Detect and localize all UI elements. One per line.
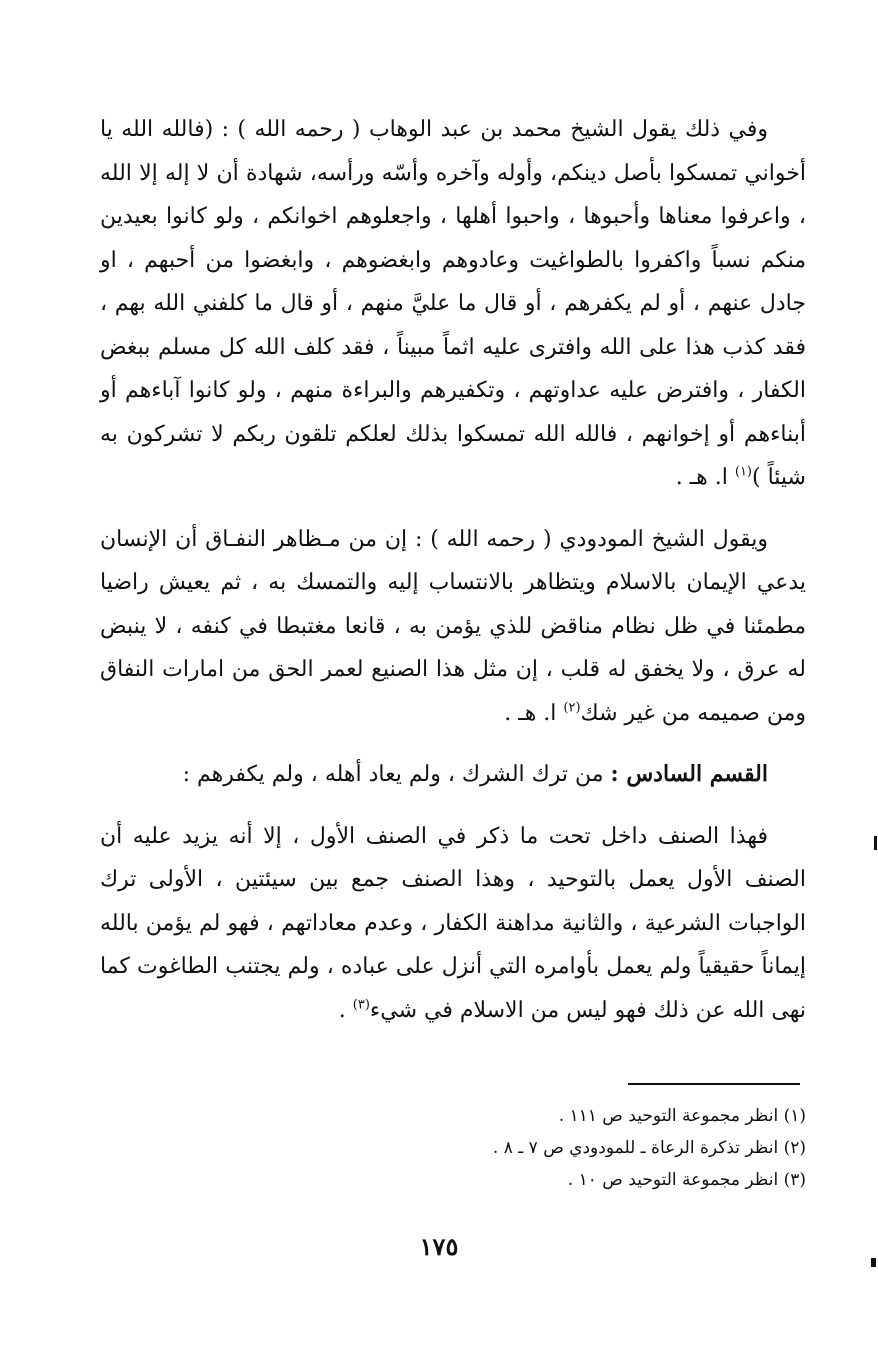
- section-paragraph: [100, 815, 806, 1033]
- section-text: من ترك الشرك ، ولم يعاد أهله ، ولم يكفرهم :: [182, 762, 611, 787]
- section-label: القسم السادس :: [610, 761, 768, 787]
- footnote-ref-2: (٢): [563, 700, 581, 716]
- main-text: [100, 108, 806, 1050]
- footnotes: [106, 1100, 806, 1196]
- paragraph-text: ويقول الشيخ المودودي ( رحمه الله ) : إن من مـظاهر النفـاق أن الإنسان يدعي الإيمان بالاسلام ويتظاهر بالانتساب إليه والتمسك به ، ثم يعيش راضيا مطمئنا في ظل نظام مناقض للذي يؤمن به ، قانعا مغتبطا في كنفه ، لا ينبض له عرق ، ولا يخفق له قلب ، إن مثل هذا الصنيع لعمر الحق من امارات النفاق ومن صميمه من غير شك: [100, 526, 807, 726]
- page-number: ١٧٥: [419, 1232, 459, 1261]
- footnote-ref-3: (٣): [352, 997, 370, 1013]
- paragraph-text: فهذا الصنف داخل تحت ما ذكر في الصنف الأول ، إلا أنه يزيد عليه أن الصنف الأول يعمل بالتوحيد ، وهذا الصنف جمع بين سيئتين ، الأولى ترك الواجبات الشرعية ، والثانية مداهنة الكفار ، وعدم معاداتهم ، فهو لم يؤمن بالله إيماناً حقيقياً ولم يعمل بأوامره التي أنزل على عباده ، ولم يجتنب الطاغوت كما نهى الله عن ذلك فهو ليس من الاسلام في شيء: [100, 823, 806, 1023]
- footnote-2: (٢) انظر تذكرة الرعاة ـ للمودودي ص ٧ ـ ٨ .: [492, 1138, 806, 1158]
- paragraph-tail: .: [338, 997, 353, 1023]
- paragraph-text: وفي ذلك يقول الشيخ محمد بن عبد الوهاب ( رحمه الله ) : (فالله الله يا أخواني تمسكوا بأصل دينكم، وأوله وآخره وأسّه ورأسه، شهادة أن لا إله إلا الله ، واعرفوا معناها وأحبوها ، واحبوا أهلها ، واجعلوهم اخوانكم ، ولو كانوا بعيدين منكم نسباً واكفروا بالطواغيت وعادوهم وابغضوهم ، وابغضوا من أحبهم ، او جادل عنهم ، أو لم يكفرهم ، أو قال ما عليَّ منهم ، أو قال ما كلفني الله بهم ، فقد كذب هذا على الله وافترى عليه اثماً مبيناً ، فقد كلف الله كل مسلم ببغض الكفار ، وافترض عليه عداوتهم ، وتكفيرهم والبراءة منهم ، ولو كانوا آباءهم أو أبناءهم أو إخوانهم ، فالله الله تمسكوا بذلك لعلكم تلقون ربكم لا تشركون به شيئاً ): [100, 117, 806, 490]
- scan-edge-mark: [871, 1258, 876, 1267]
- scan-edge-mark: [874, 836, 877, 850]
- paragraph-tail: ا. هـ .: [675, 465, 735, 490]
- footnote-separator: [628, 1083, 800, 1085]
- quote-paragraph-abdulwahhab: [100, 108, 806, 500]
- footnote-1: (١) انظر مجموعة التوحيد ص ١١١ .: [558, 1106, 806, 1126]
- paragraph-tail: ا. هـ .: [504, 700, 564, 726]
- section-heading: [100, 753, 806, 797]
- footnote-ref-1: (١): [734, 464, 752, 480]
- quote-paragraph-mawdudi: [100, 518, 806, 736]
- footnote-3: (٣) انظر مجموعة التوحيد ص ١٠ .: [567, 1170, 806, 1190]
